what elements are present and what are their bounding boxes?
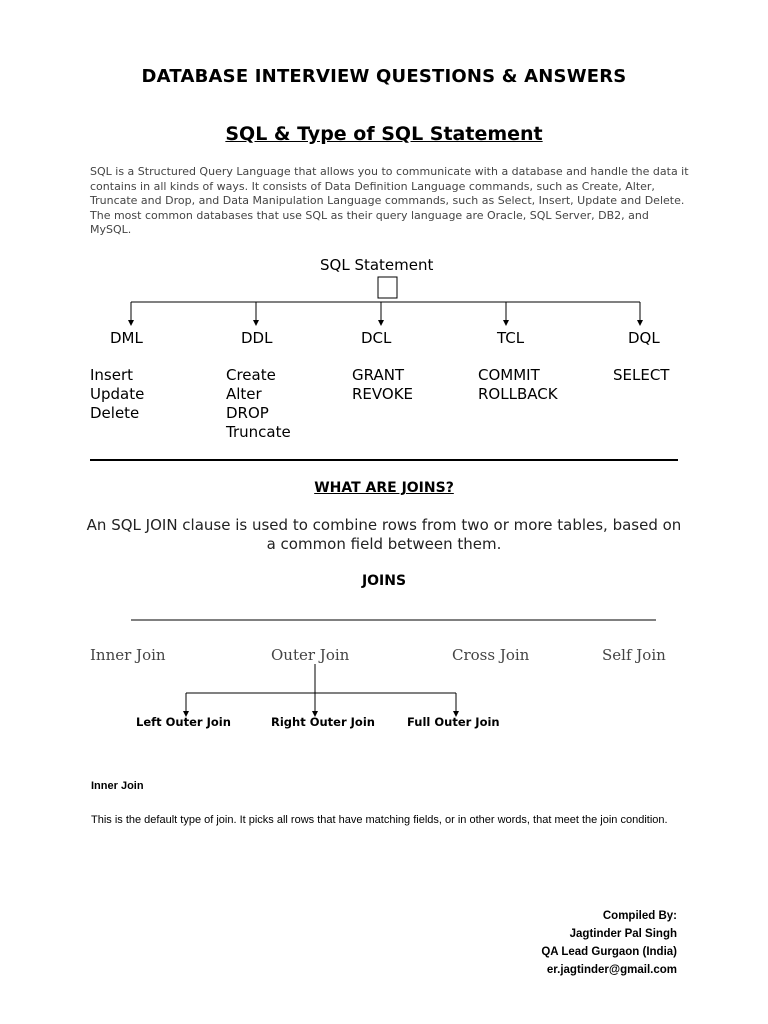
join-type-inner: Inner Join [90,646,166,664]
joins-description: An SQL JOIN clause is used to combine rows from two or more tables, based on a common field between them. [86,516,682,553]
join-type-self: Self Join [602,646,666,664]
sql-arrow-dml [128,320,134,326]
command-item: Truncate [226,423,291,441]
command-list-dml [90,366,144,423]
join-type-cross: Cross Join [452,646,530,664]
sql-arrow-tcl [503,320,509,326]
command-list-dql [613,366,669,385]
command-item: DROP [226,404,269,422]
command-list-dcl [352,366,413,404]
outer-type-right: Right Outer Join [271,715,375,729]
joins-diagram-label: JOINS [361,573,407,589]
sql-diagram-title: SQL Statement [320,256,434,274]
command-list-tcl [478,366,558,404]
command-list-ddl [226,366,291,442]
command-item: Delete [90,404,140,422]
outer-type-left: Left Outer Join [136,715,231,729]
joins-heading: WHAT ARE JOINS? [314,480,454,496]
document-title: DATABASE INTERVIEW QUESTIONS & ANSWERS [141,66,627,87]
command-item: ROLLBACK [478,385,558,403]
category-dcl: DCL [361,329,392,347]
command-item: SELECT [613,366,670,384]
credits-block [541,907,677,979]
inner-join-text: This is the default type of join. It picks all rows that have matching fields, or in other words, that meet the join condition. [91,814,668,826]
section-divider [90,459,678,461]
sql-arrow-ddl [253,320,259,326]
command-item: REVOKE [352,385,414,403]
sql-root-box [378,277,397,298]
category-tcl: TCL [497,329,525,347]
credits-role: QA Lead Gurgaon (India) [541,946,677,958]
command-item: Update [90,385,145,403]
command-item: Alter [226,385,262,403]
category-ddl: DDL [241,329,273,347]
sql-arrow-dcl [378,320,384,326]
credits-email: er.jagtinder@gmail.com [546,964,677,976]
outer-type-full: Full Outer Join [407,715,500,729]
command-item: COMMIT [478,366,540,384]
inner-join-heading: Inner Join [91,780,144,792]
credits-label: Compiled By: [602,910,677,922]
category-dml: DML [110,329,143,347]
command-item: Insert [90,366,134,384]
section-title: SQL & Type of SQL Statement [225,123,543,145]
command-item: Create [226,366,276,384]
join-type-outer: Outer Join [271,646,350,664]
category-dql: DQL [628,329,660,347]
intro-paragraph: SQL is a Structured Query Language that allows you to communicate with a database and handle the data it contains in all kinds of ways. It consists of Data Definition Language commands, such as Create, Alter, Truncate and Drop, and Data Manipulation Language commands, such as Select, Insert, Update and Delete. The most common databases that use SQL as their query language are Oracle, SQL Server, DB2, and MySQL. [90,165,689,236]
credits-name: Jagtinder Pal Singh [569,928,677,940]
sql-arrow-dql [637,320,643,326]
command-item: GRANT [352,366,405,384]
